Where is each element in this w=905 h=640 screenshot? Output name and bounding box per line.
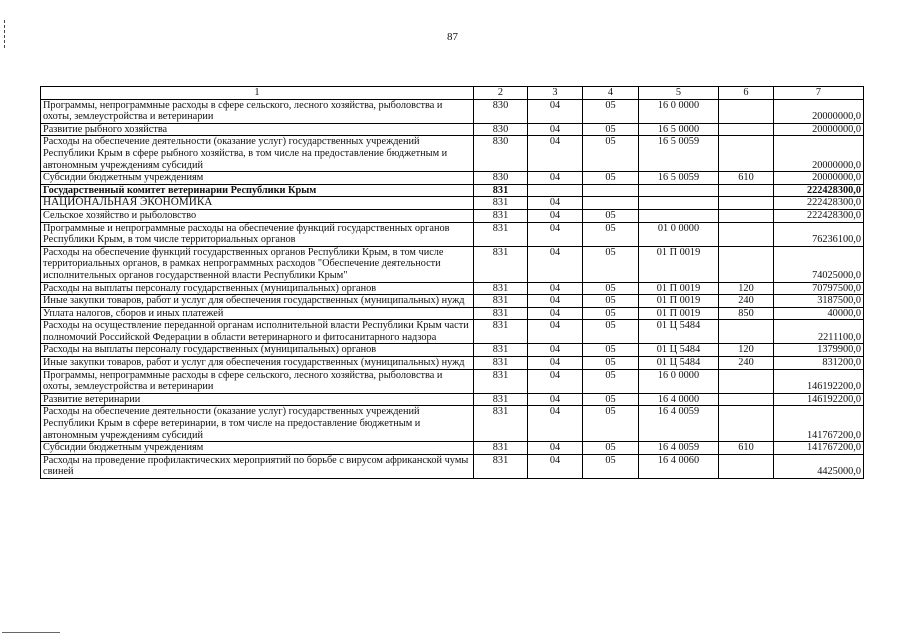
amount-cell: 222428300,0: [774, 184, 864, 197]
header-cell: 3: [528, 87, 583, 100]
subsection-code-cell: 05: [583, 282, 639, 295]
row-name-cell: Расходы на осуществление переданной органам исполнительной власти Республики Крым части полномочий Российской Федерации в области ветеринарного и фитосанитарного надзора: [41, 320, 474, 344]
target-article-cell: 01 П 0019: [639, 282, 719, 295]
row-name-cell: Расходы на обеспечение функций государственных органов Республики Крым, в том числе территориальных органов, в рамках непрограммных расходов "Обеспечение деятельности исполнительных органов государственной власти Республики Крым": [41, 246, 474, 282]
table-row: [41, 357, 864, 370]
section-code-cell: 04: [528, 172, 583, 185]
admin-code-cell: 831: [474, 307, 528, 320]
amount-cell: 222428300,0: [774, 209, 864, 222]
amount-cell: 831200,0: [774, 357, 864, 370]
subsection-code-cell: 05: [583, 344, 639, 357]
row-name-cell: Расходы на обеспечение деятельности (оказание услуг) государственных учреждений Республики Крым в сфере рыбного хозяйства, в том числе на предоставление бюджетным и автономным учреждениям субсидий: [41, 136, 474, 172]
table-row: [41, 369, 864, 393]
amount-cell: 20000000,0: [774, 172, 864, 185]
target-article-cell: 16 4 0060: [639, 454, 719, 478]
section-code-cell: 04: [528, 393, 583, 406]
footer-mark: [2, 632, 60, 637]
section-code-cell: 04: [528, 99, 583, 123]
subsection-code-cell: 05: [583, 222, 639, 246]
expense-type-cell: [719, 209, 774, 222]
table-row: [41, 282, 864, 295]
amount-cell: 76236100,0: [774, 222, 864, 246]
section-code-cell: 04: [528, 369, 583, 393]
expense-type-cell: 610: [719, 172, 774, 185]
expense-type-cell: 240: [719, 295, 774, 308]
target-article-cell: 01 П 0019: [639, 307, 719, 320]
amount-cell: 141767200,0: [774, 442, 864, 455]
admin-code-cell: 831: [474, 222, 528, 246]
section-code-cell: 04: [528, 209, 583, 222]
subsection-code-cell: 05: [583, 307, 639, 320]
amount-cell: 146192200,0: [774, 393, 864, 406]
section-code-cell: 04: [528, 222, 583, 246]
amount-cell: 222428300,0: [774, 197, 864, 210]
admin-code-cell: 830: [474, 136, 528, 172]
admin-code-cell: 831: [474, 209, 528, 222]
target-article-cell: 16 0 0000: [639, 99, 719, 123]
admin-code-cell: 831: [474, 197, 528, 210]
expense-type-cell: [719, 246, 774, 282]
target-article-cell: 01 П 0019: [639, 295, 719, 308]
target-article-cell: 01 0 0000: [639, 222, 719, 246]
admin-code-cell: 830: [474, 123, 528, 136]
admin-code-cell: 831: [474, 320, 528, 344]
amount-cell: 40000,0: [774, 307, 864, 320]
row-name-cell: Иные закупки товаров, работ и услуг для обеспечения государственных (муниципальных) нужд: [41, 357, 474, 370]
table-row: [41, 320, 864, 344]
subsection-code-cell: 05: [583, 442, 639, 455]
header-cell: 5: [639, 87, 719, 100]
subsection-code-cell: 05: [583, 172, 639, 185]
subsection-code-cell: 05: [583, 454, 639, 478]
row-name-cell: Сельское хозяйство и рыболовство: [41, 209, 474, 222]
subsection-code-cell: 05: [583, 246, 639, 282]
target-article-cell: 01 Ц 5484: [639, 320, 719, 344]
table-row: [41, 295, 864, 308]
target-article-cell: 16 5 0059: [639, 172, 719, 185]
section-code-cell: 04: [528, 406, 583, 442]
expense-type-cell: 850: [719, 307, 774, 320]
section-code-cell: 04: [528, 246, 583, 282]
row-name-cell: Программы, непрограммные расходы в сфере сельского, лесного хозяйства, рыболовства и охоты, землеустройства и ветеринарии: [41, 99, 474, 123]
section-code-cell: 04: [528, 295, 583, 308]
target-article-cell: [639, 184, 719, 197]
admin-code-cell: 831: [474, 406, 528, 442]
expense-type-cell: [719, 123, 774, 136]
expense-type-cell: [719, 369, 774, 393]
expense-type-cell: [719, 393, 774, 406]
amount-cell: 20000000,0: [774, 136, 864, 172]
expense-type-cell: [719, 222, 774, 246]
amount-cell: 20000000,0: [774, 123, 864, 136]
subsection-code-cell: 05: [583, 357, 639, 370]
table-row: [41, 246, 864, 282]
section-code-cell: 04: [528, 320, 583, 344]
table-row: [41, 197, 864, 210]
expense-type-cell: [719, 184, 774, 197]
subsection-code-cell: 05: [583, 136, 639, 172]
section-code-cell: 04: [528, 282, 583, 295]
subsection-code-cell: 05: [583, 406, 639, 442]
table-row: [41, 184, 864, 197]
expense-type-cell: 610: [719, 442, 774, 455]
target-article-cell: 16 4 0059: [639, 442, 719, 455]
row-name-cell: Субсидии бюджетным учреждениям: [41, 172, 474, 185]
expense-type-cell: 120: [719, 344, 774, 357]
row-name-cell: НАЦИОНАЛЬНАЯ ЭКОНОМИКА: [41, 197, 474, 210]
amount-cell: 70797500,0: [774, 282, 864, 295]
admin-code-cell: 831: [474, 344, 528, 357]
row-name-cell: Программы, непрограммные расходы в сфере сельского, лесного хозяйства, рыболовства и охоты, землеустройства и ветеринарии: [41, 369, 474, 393]
section-code-cell: [528, 184, 583, 197]
row-name-cell: Уплата налогов, сборов и иных платежей: [41, 307, 474, 320]
amount-cell: 141767200,0: [774, 406, 864, 442]
subsection-code-cell: 05: [583, 393, 639, 406]
expense-type-cell: [719, 136, 774, 172]
row-name-cell: Развитие рыбного хозяйства: [41, 123, 474, 136]
admin-code-cell: 831: [474, 184, 528, 197]
expense-type-cell: 240: [719, 357, 774, 370]
admin-code-cell: 831: [474, 454, 528, 478]
amount-cell: 74025000,0: [774, 246, 864, 282]
section-code-cell: 04: [528, 197, 583, 210]
header-cell: 2: [474, 87, 528, 100]
target-article-cell: 01 Ц 5484: [639, 357, 719, 370]
admin-code-cell: 831: [474, 393, 528, 406]
target-article-cell: 16 4 0000: [639, 393, 719, 406]
section-code-cell: 04: [528, 307, 583, 320]
target-article-cell: 16 0 0000: [639, 369, 719, 393]
expense-type-cell: 120: [719, 282, 774, 295]
row-name-cell: Расходы на выплаты персоналу государственных (муниципальных) органов: [41, 344, 474, 357]
target-article-cell: 16 4 0059: [639, 406, 719, 442]
subsection-code-cell: 05: [583, 369, 639, 393]
target-article-cell: [639, 209, 719, 222]
section-code-cell: 04: [528, 123, 583, 136]
table-row: [41, 307, 864, 320]
row-name-cell: Иные закупки товаров, работ и услуг для обеспечения государственных (муниципальных) нужд: [41, 295, 474, 308]
table-row: [41, 442, 864, 455]
subsection-code-cell: 05: [583, 123, 639, 136]
amount-cell: 146192200,0: [774, 369, 864, 393]
expense-type-cell: [719, 406, 774, 442]
admin-code-cell: 831: [474, 295, 528, 308]
table-row: [41, 222, 864, 246]
amount-cell: 2211100,0: [774, 320, 864, 344]
row-name-cell: Расходы на выплаты персоналу государственных (муниципальных) органов: [41, 282, 474, 295]
amount-cell: 3187500,0: [774, 295, 864, 308]
table-row: [41, 136, 864, 172]
table-row: [41, 99, 864, 123]
row-name-cell: Расходы на обеспечение деятельности (оказание услуг) государственных учреждений Республики Крым в сфере ветеринарии, в том числе на предоставление бюджетным и автономным учреждениям субсидий: [41, 406, 474, 442]
row-name-cell: Развитие ветеринарии: [41, 393, 474, 406]
header-cell: 4: [583, 87, 639, 100]
admin-code-cell: 830: [474, 172, 528, 185]
table-row: [41, 209, 864, 222]
table-row: [41, 406, 864, 442]
admin-code-cell: 831: [474, 357, 528, 370]
subsection-code-cell: 05: [583, 320, 639, 344]
amount-cell: 4425000,0: [774, 454, 864, 478]
admin-code-cell: 831: [474, 369, 528, 393]
subsection-code-cell: 05: [583, 209, 639, 222]
header-row: [41, 87, 864, 100]
header-cell: 1: [41, 87, 474, 100]
amount-cell: 1379900,0: [774, 344, 864, 357]
table-row: [41, 344, 864, 357]
header-cell: 6: [719, 87, 774, 100]
section-code-cell: 04: [528, 442, 583, 455]
table-row: [41, 393, 864, 406]
table-row: [41, 172, 864, 185]
admin-code-cell: 830: [474, 99, 528, 123]
subsection-code-cell: 05: [583, 99, 639, 123]
target-article-cell: 01 П 0019: [639, 246, 719, 282]
target-article-cell: 16 5 0059: [639, 136, 719, 172]
target-article-cell: 16 5 0000: [639, 123, 719, 136]
admin-code-cell: 831: [474, 246, 528, 282]
table-row: [41, 123, 864, 136]
page-number: 87: [447, 31, 458, 43]
target-article-cell: 01 Ц 5484: [639, 344, 719, 357]
section-code-cell: 04: [528, 454, 583, 478]
expense-type-cell: [719, 320, 774, 344]
budget-table: [40, 86, 864, 479]
expense-type-cell: [719, 454, 774, 478]
target-article-cell: [639, 197, 719, 210]
amount-cell: 20000000,0: [774, 99, 864, 123]
section-code-cell: 04: [528, 357, 583, 370]
row-name-cell: Расходы на проведение профилактических мероприятий по борьбе с вирусом африканской чумы свиней: [41, 454, 474, 478]
subsection-code-cell: 05: [583, 295, 639, 308]
row-name-cell: Государственный комитет ветеринарии Республики Крым: [41, 184, 474, 197]
expense-type-cell: [719, 197, 774, 210]
row-name-cell: Субсидии бюджетным учреждениям: [41, 442, 474, 455]
subsection-code-cell: [583, 197, 639, 210]
expense-type-cell: [719, 99, 774, 123]
table-row: [41, 454, 864, 478]
section-code-cell: 04: [528, 344, 583, 357]
section-code-cell: 04: [528, 136, 583, 172]
admin-code-cell: 831: [474, 442, 528, 455]
header-cell: 7: [774, 87, 864, 100]
row-name-cell: Программные и непрограммные расходы на обеспечение функций государственных органов Республики Крым, в том числе территориальных органов: [41, 222, 474, 246]
admin-code-cell: 831: [474, 282, 528, 295]
subsection-code-cell: [583, 184, 639, 197]
